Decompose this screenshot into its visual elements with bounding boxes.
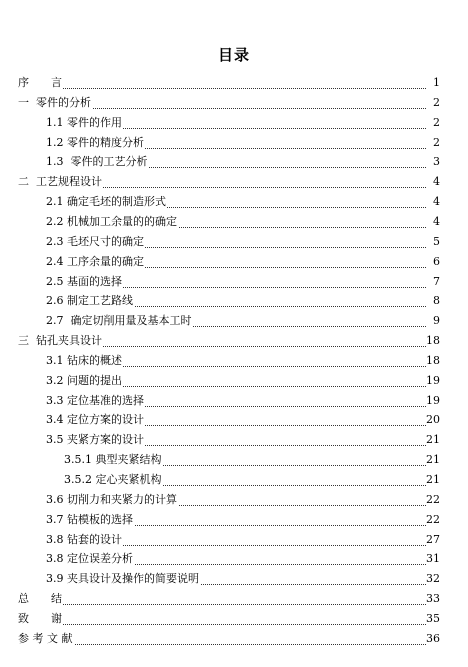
toc-entry-label: 致 谢 <box>18 612 62 625</box>
toc-page-number: 19 <box>426 374 440 387</box>
toc-page-number: 32 <box>426 572 440 585</box>
toc-page-number: 9 <box>426 315 440 327</box>
toc-entry[interactable] <box>0 393 468 413</box>
toc-entry[interactable] <box>0 254 468 274</box>
toc-entry[interactable] <box>0 293 468 313</box>
toc-page-number: 3 <box>426 156 440 168</box>
toc-entry[interactable] <box>0 512 468 532</box>
page-title: 目录 <box>217 46 250 64</box>
toc-entry-label: 3.2 问题的提出 <box>46 374 122 387</box>
toc-entry-label: 3.6 切削力和夹紧力的计算 <box>46 493 177 506</box>
toc-entry-label: 2.4 工序余量的确定 <box>46 255 144 268</box>
toc-page-number: 4 <box>426 176 440 188</box>
toc-entry[interactable] <box>0 591 468 611</box>
toc-page-number: 18 <box>426 334 440 347</box>
toc-page-number: 2 <box>426 117 440 129</box>
toc-entry-label: 3.5.2 定心夹紧机构 <box>64 473 162 486</box>
toc-entry[interactable] <box>0 472 468 492</box>
toc-page-number: 21 <box>426 473 440 486</box>
toc-entry[interactable] <box>0 432 468 452</box>
toc-entry[interactable] <box>0 631 468 651</box>
toc-page-number: 8 <box>426 295 440 307</box>
toc-page-number: 31 <box>426 552 440 565</box>
toc-entry[interactable] <box>0 492 468 512</box>
toc-page-number: 6 <box>426 256 440 268</box>
toc-page-number: 18 <box>426 354 440 367</box>
toc-page-number: 1 <box>426 77 440 89</box>
toc-entry-label: 2.6 制定工艺路线 <box>46 294 133 307</box>
toc-entry-label: 3.3 定位基准的选择 <box>46 394 144 407</box>
toc-entry[interactable] <box>0 333 468 353</box>
toc-entry[interactable] <box>0 611 468 631</box>
toc-page-number: 5 <box>426 236 440 248</box>
toc-dot-leader <box>18 644 438 645</box>
toc-page-number: 35 <box>426 612 440 625</box>
toc-page-number: 20 <box>426 413 440 426</box>
toc-entry-label: 2.5 基面的选择 <box>46 275 122 288</box>
toc-entry-label: 3.5 夹紧方案的设计 <box>46 433 144 446</box>
toc-entry-label: 2.2 机械加工余量的的确定 <box>46 215 177 228</box>
toc-entry[interactable] <box>0 214 468 234</box>
toc-entry[interactable] <box>0 274 468 294</box>
toc-entry[interactable] <box>0 452 468 472</box>
toc-entry[interactable] <box>0 353 468 373</box>
toc-entry[interactable] <box>0 194 468 214</box>
toc-entry-label: 3.1 钻床的概述 <box>46 354 122 367</box>
toc-entry-label: 1.3 零件的工艺分析 <box>46 155 148 168</box>
toc-entry-label: 2.7 确定切削用量及基本工时 <box>46 314 192 327</box>
toc-entry-label: 二 工艺规程设计 <box>18 175 102 188</box>
toc-entry-label: 1.1 零件的作用 <box>46 116 122 129</box>
toc-entry-label: 序 言 <box>18 76 62 89</box>
toc-entry-label: 2.3 毛坯尺寸的确定 <box>46 235 144 248</box>
toc-entry[interactable] <box>0 115 468 135</box>
toc-entry-label: 2.1 确定毛坯的制造形式 <box>46 195 166 208</box>
toc-entry[interactable] <box>0 532 468 552</box>
toc-page-number: 19 <box>426 394 440 407</box>
toc-page-number: 36 <box>426 632 440 645</box>
toc-entry-label: 1.2 零件的精度分析 <box>46 136 144 149</box>
toc-entry[interactable] <box>0 95 468 115</box>
toc-entry-label: 一 零件的分析 <box>18 96 91 109</box>
toc-entry[interactable] <box>0 412 468 432</box>
toc-entry-label: 参 考 文 献 <box>18 632 73 645</box>
toc-dot-leader <box>18 88 438 89</box>
toc-entry[interactable] <box>0 234 468 254</box>
toc-page-number: 27 <box>426 533 440 546</box>
toc-entry-label: 总 结 <box>18 592 62 605</box>
toc-dot-leader <box>18 604 438 605</box>
toc-page-number: 7 <box>426 276 440 288</box>
toc-entry[interactable] <box>0 75 468 95</box>
toc-entry[interactable] <box>0 154 468 174</box>
toc-entry-label: 三 钻孔夹具设计 <box>18 334 102 347</box>
toc-entry-label: 3.8 钻套的设计 <box>46 533 122 546</box>
toc-page-number: 22 <box>426 513 440 526</box>
toc-page-number: 2 <box>426 137 440 149</box>
toc-entry[interactable] <box>0 373 468 393</box>
toc-entry-label: 3.7 钻模板的选择 <box>46 513 133 526</box>
toc-entry-label: 3.4 定位方案的设计 <box>46 413 144 426</box>
toc-page-number: 21 <box>426 453 440 466</box>
toc-entry[interactable] <box>0 135 468 155</box>
toc-entry[interactable] <box>0 571 468 591</box>
toc-entry-label: 3.5.1 典型夹紧结构 <box>64 453 162 466</box>
toc-page-number: 2 <box>426 97 440 109</box>
toc-page-number: 33 <box>426 592 440 605</box>
toc-entry[interactable] <box>0 551 468 571</box>
toc-entry-label: 3.8 定位误差分析 <box>46 552 133 565</box>
toc-entry[interactable] <box>0 313 468 333</box>
toc-entry-label: 3.9 夹具设计及操作的简要说明 <box>46 572 199 585</box>
toc-dot-leader <box>18 624 438 625</box>
toc-page-number: 4 <box>426 196 440 208</box>
toc-entry[interactable] <box>0 174 468 194</box>
toc-page-number: 4 <box>426 216 440 228</box>
toc-page-number: 22 <box>426 493 440 506</box>
toc-page-number: 21 <box>426 433 440 446</box>
